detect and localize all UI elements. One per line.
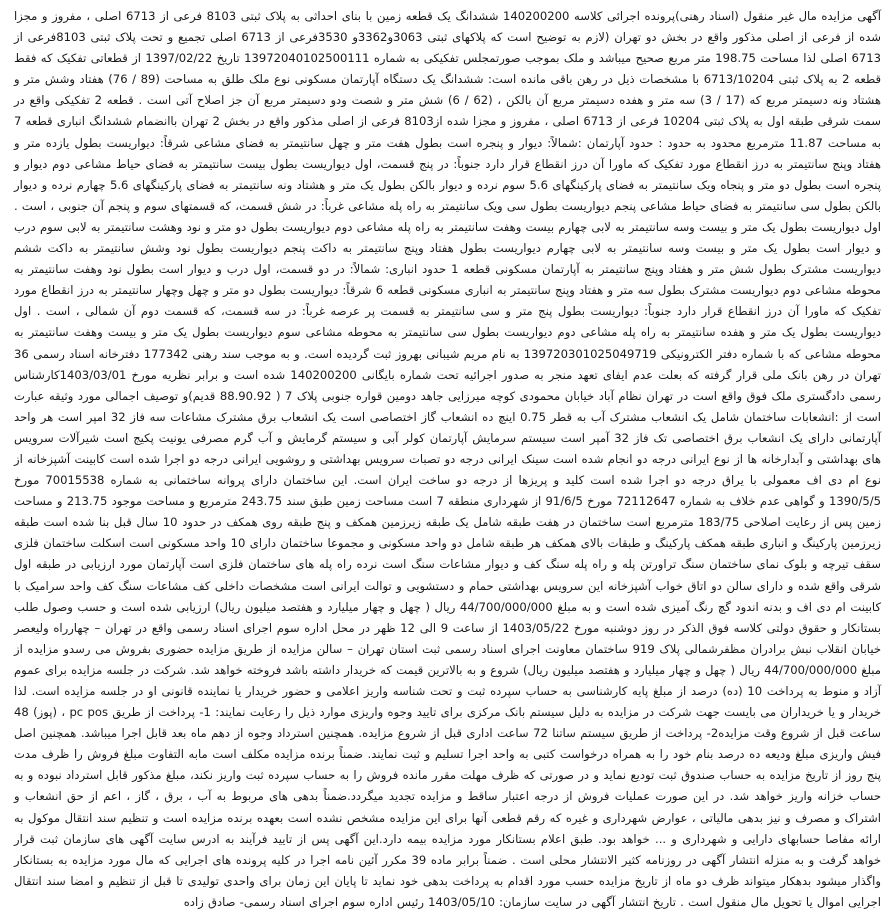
auction-notice-text: آگهی مزایده مال غیر منقول (اسناد رهنی)پرونده اجرائی کلاسه 140200200 ششدانگ یک قطعه زمین با بنای احداثی به پلاک ثبتی 8103 فرعی از 6713 اصلی ، مفروز و مجزا شده از فرعی از اصلی مذکور واقع در بخش دو تهران (لازم به توضیح است که پلاکهای ثبتی 3063و3362و 3530فرعی از 6713 اصلی تجمیع و تحت پلاک ثبتی 8103فرعی از 6713 اصلی لذا مساحت 198.75 متر مربع صحیح میباشد و ملک بموجب صورتمجلس تفکیکی به شماره 13972040102500111 تاریخ 1397/02/22 از قطعاتی تفکیک که فقط قطعه 2 به پلاک ثبتی 6713/10204 با مشخصات ذیل در رهن باقی مانده است: ششدانگ یک دستگاه آپارتمان مسکونی نوع ملک طلق به مساحت (89 / 76) هفتاد وشش متر و هشتاد ونه دسیمتر مربع که (17 / 3) سه متر و هفده دسیمتر مربع آن بالکن ، (62 / 6) شش متر و شصت ودو دسیمتر مربع آن جز اصلاح آتی است . قطعه 2 تفکیکی واقع در سمت شرقی طبقه اول به پلاک ثبتی 10204 فرعی از 6713 اصلی ، مفروز و مجزا شده از8103 فرعی از اصلی مذکور واقع در بخش 2 تهران باانضمام ششدانگ انباری قطعه 7 به مساحت 11.87 مترمربع محدود به حدود : حدود آپارتمان :شمالاً: دیوار و پنجره است بطول هفت متر و چهل سانتیمتر به فضای مشاعی شرقاً: دیواریست بطول یازده متر و هفتاد وپنج سانتیمتر به درز انقطاع مورد تفکیک که ماورا آن درز انقطاع قرار دارد جنوباً: در پنج قسمت، اول دیواریست بطول بیست سانتیمتر به فضای حیاط مشاعی دوم دیوار و پنجره است بطول دو متر و پنجاه ویک سانتیمتر به فضای پارکینگهای 5.6 سوم نرده و دیوار بالکن بطول یک متر و هشتاد ونه سانتیمتر به فضای پارکینگهای 5.6 چهارم نرده و دیوار بالکن بطول سی سانتیمتر به فضای حیاط مشاعی پنجم دیواریست بطول سی ویک سانتیمتر به راه پله مشاعی غرباً: در شش قسمت، که قسمتهای سوم و پنجم آن جنوبی ، است . اول دیواریست بطول یک متر و بیست وسه سانتیمتر به لابی چهارم بیست وهفت سانتیمتر به راه پله مشاعی دوم دیواریست بطول دو متر و نود وهشت سانتیمتر به لابی سوم درب و دیوار است بطول یک متر و بیست وسه سانتیمتر به لابی چهارم دیواریست بطول هفتاد وپنج سانتیمتر به داکت پنجم دیواریست بطول نود وشش سانتیمتر به داکت ششم دیواریست مشترک بطول شش متر و هفتاد وپنج سانتیمتر به آپارتمان مسکونی قطعه 1 حدود انباری: شمالاً: در دو قسمت، اول درب و دیوار است بطول نود وهفت سانتیمتر به محوطه مشاعی دوم دیواریست مشترک بطول سه متر و هفتاد وپنج سانتیمتر به انباری مسکونی قطعه 6 شرقاً: دیواریست بطول دو متر و چهل وچهار سانتیمتر به درز انقطاع مورد تفکیک که ماورا آن درز انقطاع قرار دارد جنوباً: دیواریست بطول پنج متر و سی سانتیمتر به قسمت پر عرصه غرباً: در سه قسمت، که قسمت دوم آن شمالی ، است . اول دیواریست بطول یک متر و هفده سانتیمتر به راه پله مشاعی دوم دیواریست بطول سی سانتیمتر به محوطه مشاعی سوم دیواریست بطول یک متر و بیست وهفت سانتیمتر به محوطه مشاعی که با شماره دفتر الکترونیکی 139720301025049719 به نام مریم شیبانی بهروز ثبت گردیده است. و به موجب سند رهنی 177342 دفترخانه اسناد رسمی 36 تهران در رهن بانک ملی قرار گرفته که بعلت عدم ایفای تعهد منجر به صدور اجرائیه تحت شماره بایگانی 140200200 شده است و برابر نظریه مورخ 1403/03/01کارشناس رسمی دادگستری ملک فوق واقع است در تهران نظام آباد خیابان محمودی کوچه میرزایی جاهد دومین قواره جنوبی پلاک 7 ( 88.90.92 قدیم)و توصیف اجمالی مورد وثیقه عبارت است از :انشعابات ساختمان شامل یک انشعاب مشترک آب به قطر 0.75 اینچ ده انشعاب گاز اختصاصی است یک انشعاب برق مشترک مشاعات سه فاز 32 امپر است هر واحد آپارتمانی دارای یک انشعاب برق اختصاصی تک فاز 32 آمپر است سیستم سرمایش آپارتمان کولر آبی و سیستم گرمایش و آب گرم مصرفی یونیت پکیج است شیرآلات سرویس های بهداشتی و آبدارخانه ها از نوع ایرانی درجه دو انجام شده است سینک ایرانی درجه دو تصبات سرویس بهداشتی و روشویی ایرانی درجه دو اجرا شده است کابینت آشپزخانه از نوع ام دی اف معمولی با یراق درجه دو اجرا شده است کلید و پریزها از درجه دو ساخت ایران است. این ساختمان دارای پروانه ساختمانی به شماره 70015538 مورخ 1390/5/5 و گواهی عدم خلاف به شماره 72112647 مورخ 91/6/5 از شهرداری منطقه 7 است مساحت زمین طبق سند 243.75 مترمربع و مساحت موجود 213.75 و مساحت زمین پس از رعایت اصلاحی 183/75 مترمربع است ساختمان در هفت طبقه شامل یک طبقه زیرزمین همکف و پنج طبقه روی همکف در حدود 10 سال قبل بنا شده است طبقه زیرزمین پارکینگ و انباری طبقه همکف پارکینگ و طبقات بالای همکف هر طبقه شامل دو واحد مسکونی و مجموعا ساختمان دارای 10 واحد مسکونی است اسکلت ساختمان فلزی سقف تیرچه و بلوک نمای ساختمان سنگ تراورتن پله و راه پله سنگ کف و دیوار مشاعات سنگ است نرده راه پله های ساختمان فلزی است آپارتمان مورد ارزیابی در طبقه اول شرقی واقع شده و دارای سالن دو اتاق خواب آشپزخانه این سرویس بهداشتی حمام و دستشویی و توالت ایرانی است مشخصات داخلی کف مشاعات سنگ کف واحد سرامیک با کابینت ام دی اف و بدنه اندود گچ رنگ آمیزی شده است و به مبلغ 44/700/000/000 ریال ( چهل و چهار میلیارد و هفتصد میلیون ریال) ارزیابی شده است و حسب وصول طلب بستانکار و حقوق دولتی کلاسه فوق الذکر در روز دوشنبه مورخ 1403/05/22 از ساعت 9 الی 12 ظهر در محل اداره سوم اجرای اسناد رسمی واقع در تهران – چهارراه ولیعصر خیابان انقلاب نبش برادران مظفرشمالی پلاک 919 ساختمان معاونت اجرای اسناد رسمی ثبت استان تهران – سالن مزایده از طریق مزایده حضوری بفروش می رسدو مزایده از مبلغ 44/700/000/000 ریال ( چهل و چهار میلیارد و هفتصد میلیون ریال) شروع و به بالاترین قیمت که خریدار داشته باشد فروخته خواهد شد. شرکت در جلسه مزایده برای عموم آزاد و منوط به پرداخت 10 (ده) درصد از مبلغ پایه کارشناسی به حساب سپرده ثبت و تحت شناسه واریز اعلامی و حضور خریدار یا نماینده قانونی او در جلسه مزایده است. لذا خریدار و یا خریداران می بایست جهت شرکت در مزایده به دلیل سیستم بانک مرکزی برای تایید وجوه واریزی موارد ذیل را رعایت نمایند: 1- پرداخت از طریق pc pos ، (پوز) 48 ساعت قبل از شروع وقت مزایده2- پرداخت از طریق سیستم ساتنا 72 ساعت اداری قبل از شروع مزایده. همچنین استرداد وجوه از دهم ماه بعد قابل اجرا میباشد. همچنین اصل فیش واریزی مبلغ ودیعه ده درصد بنام خود را به همراه درخواست کتبی به واحد اجرا تسلیم و ثبت نمایند. ضمناً برنده مزایده مکلف است مابه التفاوت مبلغ فروش را ظرف مدت پنج روز از تاریخ مزایده به حساب صندوق ثبت تودیع نماید و در صورتی که ظرف مهلت مقرر مانده فروش را به حساب سپرده ثبت واریز نکند، مبلغ مذکور قابل استرداد نبوده و به حساب خزانه واریز خواهد شد. در این صورت عملیات فروش از درجه اعتبار ساقط و مزایده تجدید میگردد.ضمناً بدهی های مربوط به آب ، برق ، گاز ، اعم از حق انشعاب و اشتراک و مصرف و نیز بدهی مالیاتی ، عوارض شهرداری و غیره که رقم قطعی آنها برای این مزایده مشخص نشده است بعهده برنده مزایده است و تنظیم سند انتقال موکول به ارائه مفاصا حسابهای دارایی و شهرداری و ... خواهد بود. طبق اعلام بستانکار مورد مزایده بیمه دارد.این آگهی پس از تایید فرآیند به ادرس سایت آگهی های سازمان ثبت قرار خواهد گرفت و به منزله انتشار آگهی در روزنامه کثیر الانتشار محلی است . ضمناً برابر ماده 39 مکرر آئین نامه اجرا در کلیه پرونده های اجرایی که مال مورد مزایده به بستانکار واگذار میشود بدهکار میتواند ظرف دو ماه از تاریخ مزایده حسب مورد اقدام به پرداخت بدهی خود نماید تا پایان این زمان برای واحدی تولیدی تا قبل از تنظیم و امضا سند انتقال اجرایی اموال یا تحویل مال منقول است . تاریخ انتشار آگهی در سایت سازمان: 1403/05/10 رئیس اداره سوم اجرای اسناد رسمی- صادق زاده xyxy=(14,9,882,909)
